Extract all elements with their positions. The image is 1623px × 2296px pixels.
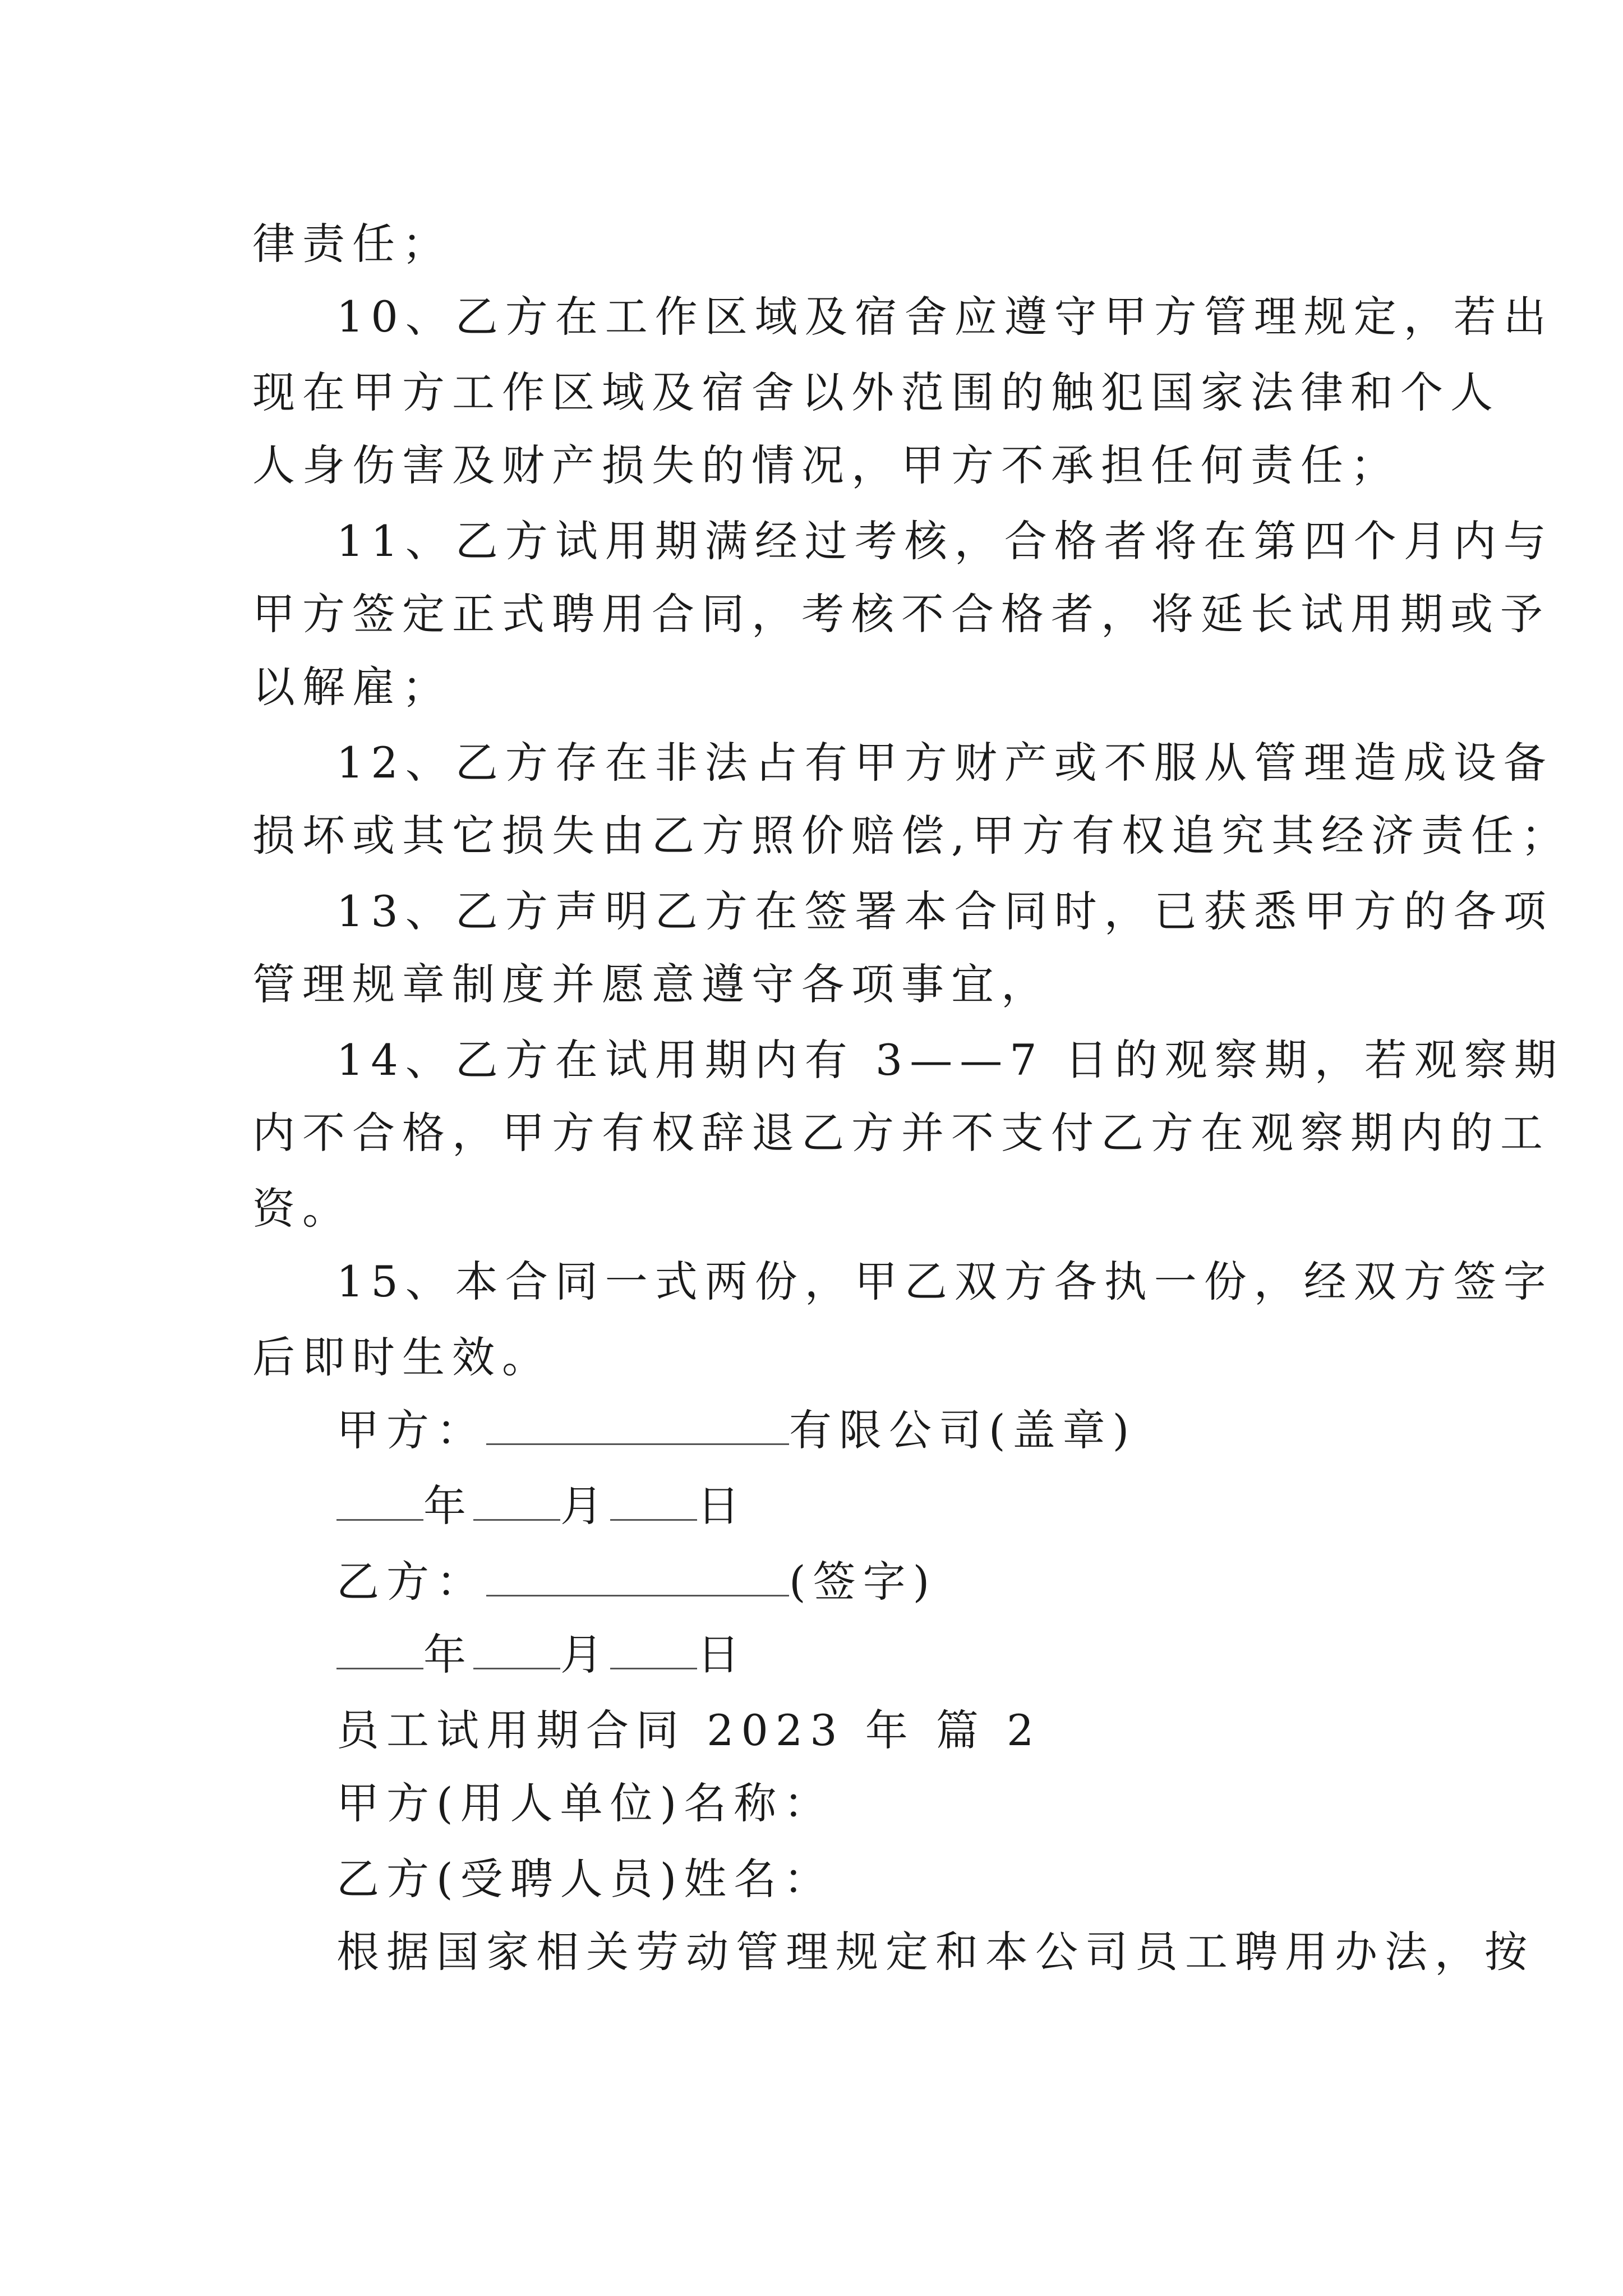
section-2-intro: 根据国家相关劳动管理规定和本公司员工聘用办法，按 bbox=[336, 1927, 1534, 1977]
party-a-day-blank[interactable] bbox=[610, 1480, 697, 1521]
clause-13-line-2: 管理规章制度并愿意遵守各项事宜， bbox=[252, 959, 1051, 1009]
clause-10-line-2: 现在甲方工作区域及宿舍以外范围的触犯国家法律和个人 bbox=[252, 367, 1500, 417]
party-a-suffix: 有限公司(盖章) bbox=[789, 1405, 1137, 1455]
clause-10-line-3: 人身伤害及财产损失的情况，甲方不承担任何责任； bbox=[252, 440, 1400, 490]
party-b-suffix: (签字) bbox=[789, 1557, 937, 1607]
clause-11-line-2: 甲方签定正式聘用合同，考核不合格者，将延长试用期或予 bbox=[252, 589, 1550, 639]
party-a-date-line bbox=[336, 1478, 747, 1534]
party-b-year-blank[interactable] bbox=[336, 1628, 423, 1669]
clause-13-line-1: 13、乙方声明乙方在签署本合同时，已获悉甲方的各项 bbox=[336, 886, 1553, 936]
party-b-label: 乙方： bbox=[336, 1557, 486, 1607]
clause-12-line-2: 损坏或其它损失由乙方照价赔偿,甲方有权追究其经济责任； bbox=[252, 811, 1571, 861]
party-b-day-blank[interactable] bbox=[610, 1628, 697, 1669]
party-b-month-label: 月 bbox=[560, 1630, 610, 1680]
clause-11-line-1: 11、乙方试用期满经过考核，合格者将在第四个月内与 bbox=[336, 516, 1553, 566]
party-a-year-blank[interactable] bbox=[336, 1480, 423, 1521]
party-b-year-label: 年 bbox=[423, 1630, 473, 1680]
clause-14-line-3: 资。 bbox=[252, 1184, 352, 1234]
party-b-day-label: 日 bbox=[697, 1630, 747, 1680]
party-a-month-blank[interactable] bbox=[473, 1480, 560, 1521]
party-a-year-label: 年 bbox=[423, 1481, 473, 1531]
clause-10-line-1: 10、乙方在工作区域及宿舍应遵守甲方管理规定，若出 bbox=[336, 292, 1553, 342]
party-a-blank[interactable] bbox=[486, 1404, 789, 1445]
party-b-date-line bbox=[336, 1627, 747, 1683]
clause-12-line-1: 12、乙方存在非法占有甲方财产或不服从管理造成设备 bbox=[336, 738, 1553, 788]
clause-11-line-3: 以解雇； bbox=[252, 662, 452, 712]
party-a-day-label: 日 bbox=[697, 1481, 747, 1531]
clause-15-line-1: 15、本合同一式两份，甲乙双方各执一份，经双方签字 bbox=[336, 1257, 1553, 1306]
clause-14-line-1: 14、乙方在试用期内有 3——7 日的观察期，若观察期 bbox=[336, 1035, 1564, 1085]
clause-9-end: 律责任； bbox=[252, 219, 452, 269]
party-b-month-blank[interactable] bbox=[473, 1628, 560, 1669]
party-a-signature-line bbox=[336, 1402, 1136, 1458]
clause-14-line-2: 内不合格，甲方有权辞退乙方并不支付乙方在观察期内的工 bbox=[252, 1108, 1550, 1158]
section-2-heading: 员工试用期合同 2023 年 篇 2 bbox=[336, 1705, 1041, 1755]
party-b-signature-line bbox=[336, 1554, 937, 1610]
party-a-label: 甲方： bbox=[336, 1405, 486, 1455]
employee-name-field: 乙方(受聘人员)姓名： bbox=[336, 1854, 834, 1904]
party-b-blank[interactable] bbox=[486, 1556, 789, 1596]
clause-15-line-2: 后即时生效。 bbox=[252, 1332, 552, 1382]
employer-name-field: 甲方(用人单位)名称： bbox=[336, 1778, 834, 1828]
party-a-month-label: 月 bbox=[560, 1481, 610, 1531]
